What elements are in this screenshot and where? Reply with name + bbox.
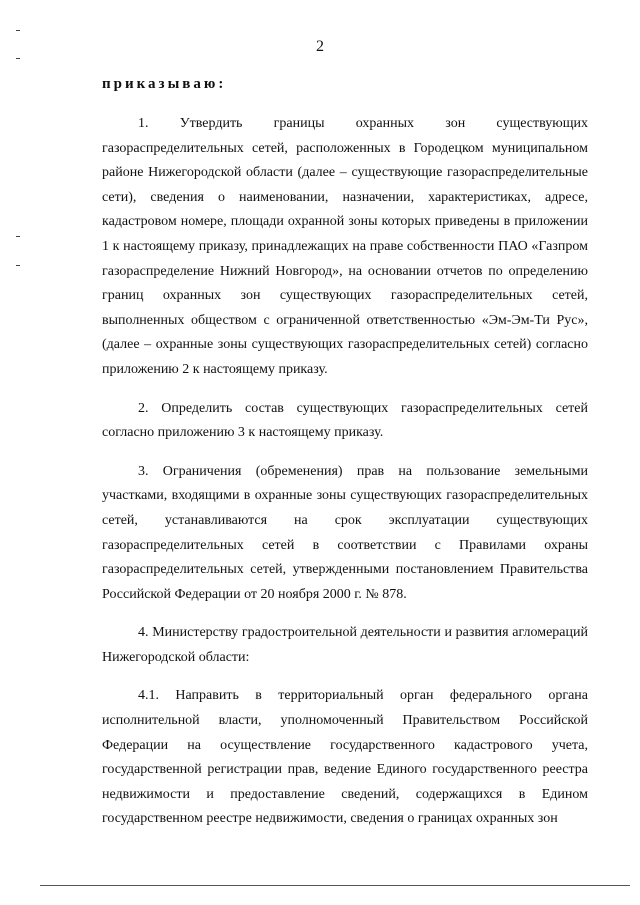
paragraph-3 — [102, 460, 588, 608]
bottom-divider — [40, 885, 630, 886]
paragraph-2 — [102, 397, 588, 446]
page-number: 2 — [316, 38, 324, 55]
paragraph-4-text: 4. Министерству градостроительной деятельности и развития агломераций Нижегородской области: — [102, 625, 588, 665]
paragraph-4-1-text: 4.1. Направить в территориальный орган федерального органа исполнительной власти, уполномоченный Правительством Российской Федерации на осуществление государственного кадастрового учета, государственной регистрации прав, ведение Единого государственного реестра недвижимости и предоставление сведений, содержащихся в Едином государственном реестре недвижимости, сведения о границах охранных зон — [102, 688, 588, 827]
order-heading: приказываю: — [102, 76, 227, 92]
paragraph-1 — [102, 112, 588, 383]
scan-margin-mark — [16, 30, 20, 31]
document-body — [102, 72, 588, 846]
scan-margin-mark — [16, 265, 20, 266]
scan-margin-mark — [16, 58, 20, 59]
paragraph-1-text: 1. Утвердить границы охранных зон существующих газораспределительных сетей, расположенных в Городецком муниципальном районе Нижегородской области (далее – существующие газораспределительные сети), сведения о наименовании, назначении, характеристиках, адресе, кадастровом номере, площади охранной зоны которых приведены в приложении 1 к настоящему приказу, принадлежащих на праве собственности ПАО «Газпром газораспределение Нижний Новгород», на основании отчетов по определению границ охранных зон существующих газораспределительных сетей, выполненных обществом с ограниченной ответственностью «Эм-Эм-Ти Рус», (далее – охранные зоны существующих газораспределительных сетей) согласно приложению 2 к настоящему приказу. — [102, 116, 588, 377]
paragraph-4-1 — [102, 684, 588, 832]
scan-margin-mark — [16, 236, 20, 237]
paragraph-2-text: 2. Определить состав существующих газораспределительных сетей согласно приложению 3 к настоящему приказу. — [102, 400, 588, 441]
paragraph-4 — [102, 621, 588, 670]
paragraph-3-text: 3. Ограничения (обременения) прав на пользование земельными участками, входящими в охранные зоны существующих газораспределительных сетей, устанавливаются на срок эксплуатации существующих газораспределительных сетей в соответствии с Правилами охраны газораспределительных сетей, утвержденными постановлением Правительства Российской Федерации от 20 ноября 2000 г. № 878. — [102, 463, 588, 602]
